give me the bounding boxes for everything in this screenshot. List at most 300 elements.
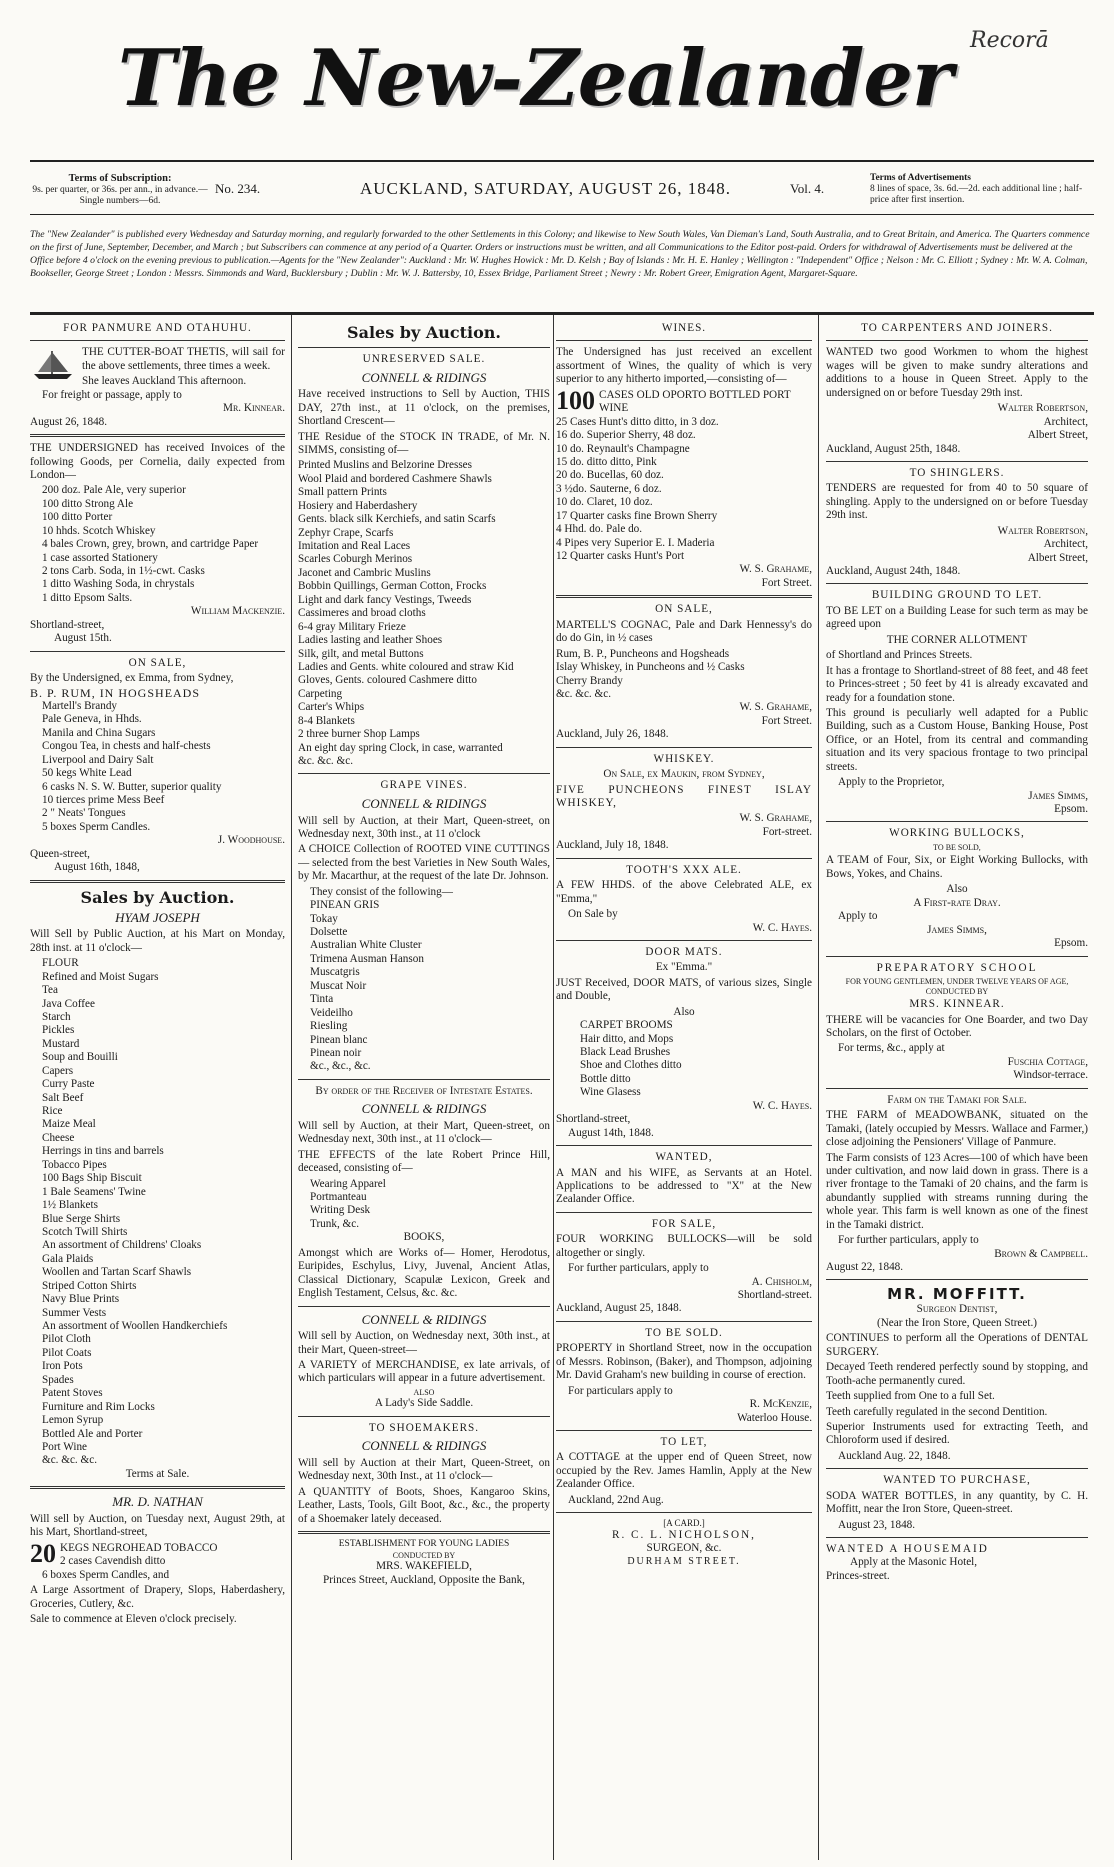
ad-heading: FOR SALE, (651, 1217, 717, 1230)
column-1 (30, 320, 285, 1860)
list-item: Port Wine (42, 1440, 88, 1453)
list-item: Liverpool and Dairy Salt (42, 753, 154, 766)
ad-body: SODA WATER BOTTLES, in any quantity, by C. H. Moffitt, near the Iron Store, Queen-street. (826, 1489, 1088, 1516)
list-item: 100 ditto Porter (42, 511, 113, 524)
ad-body: JUST Received, DOOR MATS, of various sizes, Single and Double, (556, 976, 812, 1003)
list-item: 5 boxes Sperm Candles. (42, 820, 151, 833)
list-item: 2 three burner Shop Lamps (298, 728, 420, 741)
ad-body: FOUR WORKING BULLOCKS—will be sold altogether or singly. (556, 1233, 812, 1259)
card-heading: [A CARD.] (663, 1518, 705, 1529)
list-item: Hair ditto, and Mops (580, 1032, 674, 1045)
ad-text: It has a frontage to Shortland-street of 88 feet, and 48 feet to Princes-street ; 50 feet by 41 is already excavated and ready for a foundation stone. (826, 664, 1088, 704)
list-item: Capers (42, 1064, 74, 1077)
ad-text: This ground is peculiarly well adapted for a Public Building, such as a Custom House, Banking House, Post Office, or an Hotel, from its central and commanding situation and its very spacious frontage to two principal streets. (826, 706, 1088, 773)
ad-heading: MR. MOFFITT. (887, 1285, 1027, 1304)
list-item: Pilot Cloth (42, 1333, 91, 1346)
ad-place: Shortland-street, (30, 618, 105, 631)
list-item: 4 Pipes very Superior E. I. Maderia (556, 536, 715, 549)
ad-sub: On Sale by (568, 908, 618, 921)
list-item: 1 ditto Washing Soda, in chrystals (42, 578, 195, 591)
ad-also: Also (946, 883, 968, 896)
ad-heading: TOOTH'S XXX ALE. (626, 863, 742, 876)
list-item: Cherry Brandy (556, 674, 623, 687)
list-item: 10 tierces prime Mess Beef (42, 793, 165, 806)
ad-body: A COTTAGE at the upper end of Queen Street, now occupied by the Rev. James Hamlin, Apply at the New Zealander Office. (556, 1451, 812, 1491)
books-text: Amongst which are Works of— Homer, Herodotus, Euripides, Eschylus, Livy, Juvenal, Ancient Atlas, Classical Dictionary, Scapulæ Lexicon, Greek and English Testament, Celsus, &c. &c. (298, 1246, 550, 1300)
ad-body: WANTED two good Workmen to whom the highest wages will be given to make sundry alterations and additions to a house in Queen Street. Apply to the undersigned on or before Tuesday 29th inst. (826, 346, 1088, 399)
list-item: 8-4 Blankets (298, 714, 355, 727)
list-item: Tea (42, 984, 58, 997)
ad-item: A Lady's Side Saddle. (374, 1397, 474, 1410)
list-item: Bottled Ale and Porter (42, 1427, 143, 1440)
divider (298, 773, 550, 774)
ad-heading: WANTED TO PURCHASE, (883, 1474, 1031, 1487)
prospectus: The "New Zealander" is published every Wednesday and Saturday morning, and regularly forwarded to the other Settlements in this Colony; and likewise to New South Wales, Van Dieman's Land, South Australia, and to Great Britain, and America. The Quarters commence on the first of June, September, December, and March ; but Subscribers can commence at any period of a Quarter. Orders or instructions must be written, and all Communications to the Editor post-paid. Orders for withdrawal of Advertisements must be delivered at the Office before 4 o'clock on the evening previous to publication.—Agents for the "New Zealander": Auckland : Mr. W. Hughes Howick : Mr. D. Kelsh ; Bay of Islands : Mr. H. E. Hanley ; Wellington : "Independent" Office ; Nelson : Mr. C. Elliott ; Sydney : Mr. W. A. Colman, Bookseller, George Street ; London : Messrs. Simmonds and Ward, Bucklersbury ; Dublin : Mr. W. J. Battersby, 10, Essex Bridge, Parliament Street ; Newry : Mr. Robert Greer, Emigration Agent, Margaret-Square. (30, 229, 1090, 280)
ad-name: MRS. WAKEFIELD, (376, 1560, 472, 1573)
list-item: 2 " Neats' Tongues (42, 807, 126, 820)
ad-body: THERE will be vacancies for One Boarder, and two Day Scholars, on the first of October. (826, 1013, 1088, 1040)
subscription-terms (30, 173, 210, 207)
list-item: Cassimeres and broad cloths (298, 607, 426, 620)
list-item: Shoe and Clothes ditto (580, 1059, 682, 1072)
ad-date: Auckland, August 25, 1848. (556, 1302, 682, 1315)
list-item: Starch (42, 1010, 71, 1023)
ad-location: (Near the Iron Store, Queen Street.) (877, 1316, 1037, 1329)
ad-heading: ESTABLISHMENT FOR YOUNG LADIES (338, 1539, 510, 1550)
ad-signature: Mr. Kinnear. (223, 402, 285, 415)
list-item: CARPET BROOMS (580, 1019, 673, 1032)
list-item: Veideilho (310, 1006, 353, 1019)
ad-body: THE EFFECTS of the late Robert Prince Hill, deceased, consisting of— (298, 1148, 550, 1175)
goods-list (298, 459, 550, 768)
goods-list (30, 957, 285, 1468)
ad-intro: Will sell by Auction, on Tuesday next, August 29th, at his Mart, Shortland-street, (30, 1512, 285, 1539)
divider (556, 1145, 812, 1146)
ad-sub: Apply to (838, 910, 878, 923)
ad-signature: W. S. Grahame, (739, 563, 812, 576)
handwritten-note: Recorā (970, 28, 1049, 53)
auctioneer-name: CONNELL & RIDINGS (361, 369, 487, 385)
list-item: 12 Quarter casks Hunt's Port (556, 550, 685, 562)
ad-signature: J. Woodhouse. (217, 834, 285, 847)
ad-signature: R. McKenzie, (749, 1398, 812, 1411)
goods-list (556, 648, 812, 702)
ad-intro: The Undersigned has just received an excellent assortment of Wines, the quality of which is very superior to any hitherto imported,—consisting of— (556, 346, 812, 386)
ad-body: A QUANTITY of Boots, Shoes, Kangaroo Skins, Leather, Lasts, Tools, Gilt Boot, &c., &c., the property of a Shoemaker lately deceased. (298, 1485, 550, 1525)
list-item: 1 case assorted Stationery (42, 551, 158, 564)
columns-rule (30, 312, 1094, 315)
ad-place: Shortland-street. (737, 1289, 812, 1301)
divider (826, 1279, 1088, 1280)
subscription-text: 9s. per quarter, or 36s. per ann., in advance.—Single numbers—6d. (32, 185, 208, 206)
list-item: Dolsette (310, 926, 348, 938)
divider (298, 347, 550, 348)
lead-number: 100 (556, 385, 595, 415)
list-item: Trunk, &c. (310, 1217, 360, 1230)
ad-body: THE UNDERSIGNED has received Invoices of the following Goods, per Cornelia, daily expected from London— (30, 442, 285, 481)
books-heading: BOOKS, (403, 1231, 445, 1244)
list-item: 6 casks N. S. W. Butter, superior quality (42, 780, 222, 793)
volume: Vol. 4. (790, 181, 825, 196)
list-item: 10 do. Reynault's Champagne (556, 442, 690, 455)
list-item: Rum, B. P., Puncheons and Hogsheads (556, 647, 730, 660)
list-item: Maize Meal (42, 1118, 96, 1131)
list-item: Tobacco Pipes (42, 1158, 107, 1171)
column-4 (826, 320, 1088, 1860)
auctioneer-name: MR. D. NATHAN (112, 1494, 203, 1510)
ad-body: MARTELL'S COGNAC, Pale and Dark Hennessy's do do do Gin, in ½ cases (556, 618, 812, 645)
ad-item: A First-rate Dray. (913, 896, 1001, 909)
list-item: Ladies and Gents. white coloured and straw Kid Gloves, Gents. coloured Cashmere ditto (298, 660, 514, 687)
list-item: Portmanteau (310, 1191, 367, 1204)
divider (556, 1430, 812, 1431)
list-item: An eight day spring Clock, in case, warranted (298, 741, 503, 754)
subscription-title: Terms of Subscription: (68, 173, 172, 184)
issue-number: No. 234. (215, 181, 261, 196)
list-item: Riesling (310, 1020, 348, 1033)
ad-heading: BUILDING GROUND TO LET. (871, 589, 1043, 602)
auctioneer-name: CONNELL & RIDINGS (361, 1438, 487, 1454)
ad-heading: WORKING BULLOCKS, (889, 827, 1025, 840)
ad-body: CONTINUES to perform all the Operations of DENTAL SURGERY. (826, 1332, 1088, 1358)
list-item: 15 do. ditto ditto, Pink (556, 455, 657, 468)
divider (30, 880, 285, 883)
ad-body: A CHOICE Collection of ROOTED VINE CUTTINGS — selected from the best Varieties in New South Wales, by Mr. Macarthur, at the request of the late Dr. Johnson. (298, 843, 550, 883)
ad-line: She leaves Auckland This afternoon. (82, 375, 247, 388)
list-item: 50 kegs White Lead (42, 767, 132, 780)
ad-also: Also (673, 1005, 695, 1018)
ad-heading: ON SALE, (655, 603, 713, 616)
ad-lead: KEGS NEGROHEAD TOBACCO (60, 1541, 218, 1554)
ad-heading: WHISKEY. (653, 752, 715, 765)
ad-terms: Terms at Sale. (125, 1467, 190, 1480)
list-item: Writing Desk (310, 1204, 371, 1217)
list-item: Iron Pots (42, 1360, 83, 1373)
ad-body: TENDERS are requested for from 40 to 50 square of shingling. Apply to the undersigned on or before Tuesday 29th inst. (826, 482, 1088, 522)
ad-date: Auckland, August 25th, 1848. (826, 442, 961, 455)
column-3 (556, 320, 812, 1860)
ad-place: Albert Street, (1027, 551, 1088, 564)
goods-list (298, 1178, 550, 1232)
ad-place: Epsom. (1054, 803, 1088, 815)
ad-signature: W. C. Hayes. (752, 1099, 812, 1112)
adv-title: Terms of Advertisements (870, 173, 971, 183)
list-item: &c. &c. &c. (556, 687, 611, 700)
divider (556, 1321, 812, 1322)
ad-text: For further particulars, apply to (838, 1234, 979, 1247)
divider (826, 821, 1088, 822)
list-item: Curry Paste (42, 1078, 95, 1091)
list-item: 2 cases Cavendish ditto (60, 1555, 166, 1568)
ad-sub: CONDUCTED BY (392, 1550, 456, 1560)
list-item: Muscatgris (310, 966, 360, 979)
divider (298, 1079, 550, 1080)
list-item: Manila and China Sugars (42, 726, 156, 739)
ad-sub: Apply at the Masonic Hotel, (850, 1556, 978, 1569)
divider (826, 1468, 1088, 1469)
divider (30, 651, 285, 652)
ad-intro: Have received instructions to Sell by Auction, THIS DAY, 27th inst., at 11 o'clock, on the premises, Shortland Crescent— (298, 388, 550, 428)
ad-place: Fuschia Cottage, (1007, 1055, 1088, 1068)
list-item: Java Coffee (42, 997, 95, 1010)
lead-number: 20 (30, 1538, 56, 1568)
ad-body: A VARIETY of MERCHANDISE, ex late arrivals, of which particulars will appear in a future advertisement. (298, 1359, 550, 1385)
ad-body: A MAN and his WIFE, as Servants at an Hotel. Applications to be addressed to "X" at the New Zealander Office. (556, 1166, 812, 1206)
ad-signature: A. Chisholm, (751, 1275, 812, 1288)
ad-signature: James Simms, (1028, 789, 1088, 802)
list-item: Soup and Bouilli (42, 1051, 118, 1064)
ad-heading: TO SHOEMAKERS. (368, 1421, 480, 1434)
list-item: 10 do. Claret, 10 doz. (556, 496, 653, 509)
list-item: 16 do. Superior Sherry, 48 doz. (556, 429, 696, 442)
masthead (90, 24, 980, 134)
ad-text: The Farm consists of 123 Acres—100 of which have been under cultivation, and now laid down in grass. There is a river frontage to the Tamaki of 20 chains, and the farm is abundantly supplied with streams running during the whole year. This farm is well known as one of the finest in the Tamaki district. (826, 1151, 1088, 1231)
adv-text: 8 lines of space, 3s. 6d.—2d. each additional line ; half-price after first insertion. (870, 183, 1083, 205)
column-divider (553, 315, 554, 1860)
ad-date: August 14th, 1848. (568, 1126, 654, 1139)
ship-icon (30, 348, 76, 382)
list-item: Striped Cotton Shirts (42, 1279, 137, 1292)
list-item: Rice (42, 1105, 63, 1118)
ad-signature: W. S. Grahame, (739, 701, 812, 714)
ad-heading: By order of the Receiver of Intestate Estates. (315, 1084, 533, 1097)
ad-text: Teeth supplied from One to a full Set. (826, 1390, 995, 1403)
list-item: Printed Muslins and Belzorine Dresses (298, 459, 473, 472)
ad-title: THE CORNER ALLOTMENT (886, 633, 1028, 646)
list-item: 4 Hhd. do. Pale do. (556, 523, 643, 536)
list-item: An assortment of Woollen Handkerchiefs (42, 1320, 228, 1333)
list-item: Scotch Twill Shirts (42, 1225, 128, 1238)
list-item: Martell's Brandy (42, 699, 118, 712)
list-item: Cheese (42, 1131, 75, 1144)
masthead-title: The New-Zealander (117, 33, 953, 124)
divider (556, 858, 812, 859)
ad-text: of Shortland and Princes Streets. (826, 649, 973, 662)
goods-list (30, 1555, 285, 1582)
ad-body: A FEW HHDS. of the above Celebrated ALE, ex "Emma," (556, 879, 812, 905)
ad-date: August 16th, 1848, (54, 861, 140, 874)
list-item: 1½ Blankets (42, 1199, 98, 1212)
list-item: Woollen and Tartan Scarf Shawls (42, 1266, 192, 1279)
divider (298, 1306, 550, 1307)
ad-body: THE FARM of MEADOWBANK, situated on the Tamaki, (lately occupied by Messrs. Wallace and Farmer,) close adjoining the Pensioners' Village of Panmure. (826, 1109, 1088, 1149)
divider (826, 956, 1088, 957)
ad-place: Fort-street. (762, 825, 812, 838)
ad-heading: DOOR MATS. (645, 945, 723, 958)
ad-date: Auckland, July 18, 1848. (556, 839, 669, 852)
ad-heading: UNRESERVED SALE. (362, 353, 486, 366)
ad-date: August 26, 1848. (30, 415, 108, 428)
divider (30, 1486, 285, 1489)
list-item: &c. &c. &c. (298, 755, 353, 768)
ad-sub: TO BE SOLD, (933, 842, 981, 852)
ad-sub: On Sale, ex Maukin, from Sydney, (603, 768, 765, 781)
ad-heading: WINES. (661, 322, 707, 334)
ad-sub: For particulars apply to (568, 1384, 673, 1397)
list-item: Mustard (42, 1037, 80, 1050)
divider (826, 461, 1088, 462)
list-item: Carter's Whips (298, 701, 365, 714)
list-item: Muscat Noir (310, 979, 367, 992)
list-item: Gala Plaids (42, 1252, 94, 1265)
ad-place: Fort Street. (761, 714, 812, 727)
list-item: Navy Blue Prints (42, 1293, 120, 1306)
ad-text: Apply to the Proprietor, (838, 776, 945, 789)
list-item: Imitation and Real Laces (298, 540, 411, 553)
ad-signature: W. S. Grahame, (739, 812, 812, 825)
list-item: &c., &c., &c. (310, 1060, 371, 1073)
ad-date: August 15th. (54, 632, 112, 645)
divider (556, 340, 812, 341)
list-item: Bottle ditto (580, 1072, 631, 1085)
list-item: Silk, gilt, and metal Buttons (298, 647, 424, 660)
list-item: FLOUR (42, 957, 79, 970)
ad-body: WANTED A HOUSEMAID (826, 1543, 989, 1556)
ad-text: Superior Instruments used for extracting Teeth, and Chloroform used if desired. (826, 1420, 1088, 1447)
auctioneer-name: HYAM JOSEPH (115, 909, 200, 925)
ad-body: TO BE LET on a Building Lease for such term as may be agreed upon (826, 604, 1088, 631)
divider (826, 1088, 1088, 1089)
wine-list (556, 416, 812, 564)
ad-place: Albert Street, (1027, 429, 1088, 442)
ad-address: Princes Street, Auckland, Opposite the Bank, (323, 1573, 525, 1586)
divider (30, 340, 285, 341)
ad-date: August 23, 1848. (838, 1518, 916, 1531)
list-item: 100 ditto Strong Ale (42, 497, 134, 510)
ad-heading: TO LET, (660, 1435, 708, 1448)
list-item: Australian White Cluster (310, 939, 422, 952)
list-item: Furniture and Rim Locks (42, 1400, 155, 1413)
ad-date: Auckland, August 24th, 1848. (826, 565, 961, 577)
list-item: Herrings in tins and barrels (42, 1145, 164, 1158)
list-item: Carpeting (298, 687, 343, 700)
goods-list (30, 484, 285, 605)
ad-signature: W. C. Hayes. (752, 921, 812, 934)
ad-body: THE CUTTER-BOAT THETIS, will sail for the above settlements, three times a week. (82, 346, 285, 372)
list-item: Blue Serge Shirts (42, 1212, 121, 1225)
list-item: Ladies lasting and leather Shoes (298, 634, 443, 647)
divider (556, 595, 812, 598)
dateline (30, 173, 1094, 207)
list-item: 4 bales Crown, grey, brown, and cartridge Paper (42, 538, 259, 551)
list-item: Hosiery and Haberdashery (298, 499, 418, 512)
ad-date: Auckland Aug. 22, 1848. (838, 1449, 951, 1462)
divider (298, 1531, 550, 1534)
divider (556, 1512, 812, 1513)
list-item: Summer Vests (42, 1306, 107, 1319)
list-item: Small pattern Prints (298, 486, 387, 499)
ad-place: Queen-street, (30, 847, 90, 860)
list-item: Zephyr Crape, Scarfs (298, 526, 394, 539)
ad-signature: Walter Robertson, (997, 402, 1088, 415)
ad-text: For terms, &c., apply at (838, 1042, 945, 1055)
ad-lead: B. P. RUM, IN HOGSHEADS (30, 685, 201, 700)
ad-role: Architect, (1043, 538, 1088, 551)
top-rule (30, 160, 1094, 162)
list-item: Trimena Ausman Hanson (310, 952, 424, 965)
list-item: Pilot Coats (42, 1346, 92, 1359)
ad-text: Teeth carefully regulated in the second Dentition. (826, 1405, 1048, 1418)
section-heading: Sales by Auction. (347, 323, 501, 342)
vine-list (298, 899, 550, 1074)
list-item: 200 doz. Pale Ale, very superior (42, 484, 186, 497)
auctioneer-name: CONNELL & RIDINGS (361, 1101, 487, 1117)
list-item: 1 Bale Seamens' Twine (42, 1185, 146, 1198)
ad-text: Decayed Teeth rendered perfectly sound by stopping, and Tooth-ache permanently cured. (826, 1361, 1088, 1387)
goods-list (30, 700, 285, 834)
ad-intro: Will sell by Auction, at their Mart, Queen-street, on Wednesday next, 30th inst., at 11 o'clock (298, 814, 550, 840)
ad-heading: TO SHINGLERS. (909, 466, 1005, 479)
divider (30, 434, 285, 437)
list-item: Pale Geneva, in Hhds. (42, 713, 142, 726)
list-item: 10 hhds. Scotch Whiskey (42, 524, 156, 537)
divider (826, 583, 1088, 584)
ad-heading: GRAPE VINES. (380, 779, 468, 792)
ad-place: Windsor-terrace. (1013, 1069, 1088, 1082)
list-item: Jaconet and Cambric Muslins (298, 566, 431, 579)
list-item: &c. &c. &c. (42, 1454, 97, 1467)
list-item: 6-4 gray Military Frieze (298, 620, 406, 633)
ad-more: A Large Assortment of Drapery, Slops, Haberdashery, Groceries, Cutlery, &c. (30, 1584, 285, 1610)
ad-sub: Surgeon Dentist, (916, 1303, 998, 1316)
list-item: Tokay (310, 912, 338, 925)
ad-heading: WANTED, (655, 1151, 713, 1164)
auctioneer-name: CONNELL & RIDINGS (361, 1311, 487, 1327)
list-item: 20 do. Bucellas, 60 doz. (556, 469, 664, 482)
list-item: Pickles (42, 1024, 75, 1037)
ad-place: Fort Street. (761, 576, 812, 589)
list-item: Gents. black silk Kerchiefs, and satin Scarfs (298, 513, 496, 526)
divider (556, 1212, 812, 1213)
ad-heading: FOR PANMURE AND OTAHUHU. (63, 322, 252, 334)
auctioneer-name: CONNELL & RIDINGS (361, 795, 487, 811)
divider (298, 1416, 550, 1417)
column-divider (291, 315, 292, 1860)
list-item: Pinean blanc (310, 1033, 368, 1046)
ad-name: MRS. KINNEAR. (909, 998, 1005, 1011)
ad-date: August 22, 1848. (826, 1261, 904, 1274)
list-item: Spades (42, 1373, 74, 1386)
ad-signature: Brown & Campbell. (994, 1247, 1088, 1260)
ad-signature: William Mackenzie. (190, 605, 285, 618)
list-item: An assortment of Childrens' Cloaks (42, 1239, 202, 1252)
list-item: 25 Cases Hunt's ditto ditto, in 3 doz. (556, 415, 719, 428)
list-item: 2 tons Carb. Soda, in 1½-cwt. Casks (42, 565, 205, 577)
list-item: Lemon Syrup (42, 1414, 104, 1427)
ad-end: Sale to commence at Eleven o'clock precisely. (30, 1612, 237, 1625)
divider (826, 1537, 1088, 1538)
list-item: 6 boxes Sperm Candles, and (42, 1568, 170, 1581)
divider (556, 747, 812, 748)
ad-intro: Will sell by Auction, at their Mart, Queen-street, on Wednesday next, 30th inst., at 11 o'clock— (298, 1119, 550, 1146)
ad-sub: FOR YOUNG GENTLEMEN, UNDER TWELVE YEARS OF AGE, CONDUCTED BY (845, 976, 1069, 996)
ad-sub: For further particulars, apply to (568, 1262, 709, 1275)
divider (826, 340, 1088, 341)
list-item: Patent Stoves (42, 1387, 103, 1400)
list-item: Wearing Apparel (310, 1177, 386, 1190)
card-address: DURHAM STREET. (627, 1555, 741, 1567)
ad-heading: ON SALE, (128, 656, 187, 669)
list-item: Wool Plaid and bordered Cashmere Shawls (298, 472, 492, 485)
column-2 (298, 320, 550, 1860)
ad-date: Auckland, 22nd Aug. (568, 1493, 664, 1506)
ad-body: FIVE PUNCHEONS FINEST ISLAY WHISKEY, (556, 783, 812, 809)
ad-date: Auckland, July 26, 1848. (556, 728, 669, 741)
list-item: Scarles Coburgh Merinos (298, 553, 413, 566)
ad-sub: They consist of the following— (310, 885, 453, 898)
ad-signature: Walter Robertson, (997, 524, 1088, 537)
list-item: Black Lead Brushes (580, 1046, 671, 1058)
